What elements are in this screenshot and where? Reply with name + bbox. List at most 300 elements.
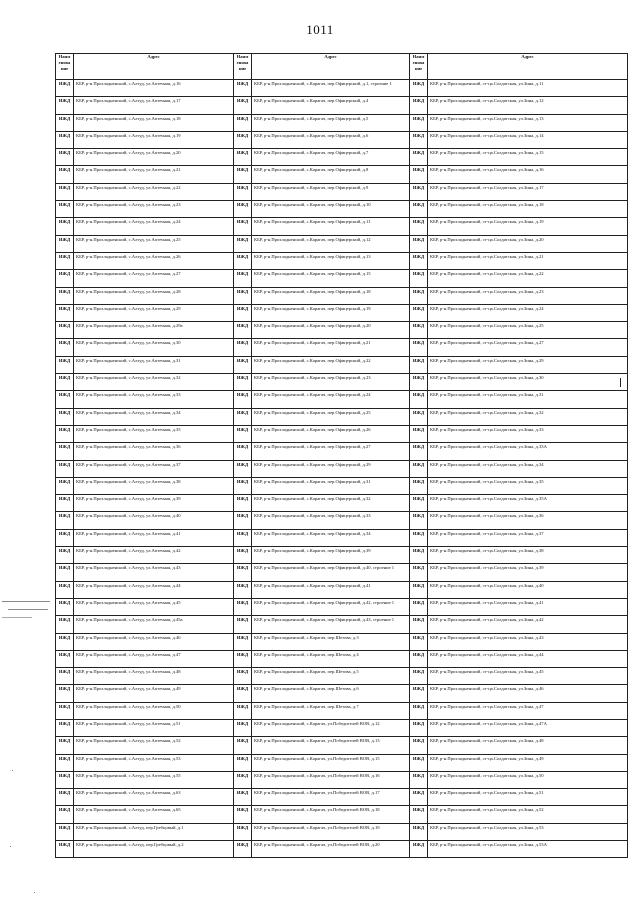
scan-mark: [2, 601, 50, 602]
address-cell: КБР, р-н.Прохладненский, с.Карагач, пер.Офицерский, д.12: [252, 235, 410, 252]
object-type-cell: ИЖД: [234, 806, 252, 823]
object-type-cell: ИЖД: [410, 771, 428, 788]
table-row: [56, 737, 628, 754]
address-cell: КБР, р-н.Прохладненский, с.Алтуд, ул.Аптечная, д.27: [74, 270, 234, 287]
table-row: [56, 547, 628, 564]
object-type-cell: ИЖД: [56, 529, 74, 546]
table-row: [56, 719, 628, 736]
address-cell: КБР, р-н.Прохладненский, с.Алтуд, ул.Аптечная, д.42: [74, 547, 234, 564]
address-cell: КБР, р-н.Прохладненский, с.Алтуд, ул.Аптечная, д.31: [74, 356, 234, 373]
address-cell: КБР, р-н.Прохладненский, ст-ца.Солдатская, ул.Зина, д.50: [428, 771, 628, 788]
object-type-cell: ИЖД: [410, 166, 428, 183]
object-type-cell: ИЖД: [56, 806, 74, 823]
object-type-cell: ИЖД: [410, 547, 428, 564]
table-row: [56, 806, 628, 823]
type-column-header: Наим енова ние: [410, 54, 428, 80]
address-cell: КБР, р-н.Прохладненский, с.Карагач, пер.Шетова, д.6: [252, 685, 410, 702]
object-type-cell: ИЖД: [56, 356, 74, 373]
address-cell: КБР, р-н.Прохладненский, с.Алтуд, ул.Аптечная, д.43: [74, 564, 234, 581]
address-cell: КБР, р-н.Прохладненский, с.Алтуд, ул.Аптечная, д.32: [74, 374, 234, 391]
address-cell: КБР, р-н.Прохладненский, с.Алтуд, ул.Аптечная, д.65: [74, 806, 234, 823]
table-header: [56, 54, 628, 80]
address-cell: КБР, р-н.Прохладненский, ст-ца.Солдатская, ул.Зина, д.53: [428, 823, 628, 840]
scan-mark: [2, 617, 32, 618]
address-cell: КБР, р-н.Прохладненский, с.Алтуд, ул.Аптечная, д.22: [74, 183, 234, 200]
address-cell: КБР, р-н.Прохладненский, с.Карагач, ул.Победителей ВОВ, д.18: [252, 806, 410, 823]
object-type-cell: ИЖД: [56, 339, 74, 356]
object-type-cell: ИЖД: [410, 529, 428, 546]
table-row: [56, 477, 628, 494]
address-cell: КБР, р-н.Прохладненский, ст-ца.Солдатская, ул.Зина, д.37: [428, 529, 628, 546]
table-row: [56, 581, 628, 598]
object-type-cell: ИЖД: [410, 719, 428, 736]
object-type-cell: ИЖД: [410, 425, 428, 442]
object-type-cell: ИЖД: [234, 547, 252, 564]
address-cell: КБР, р-н.Прохладненский, с.Алтуд, ул.Аптечная, д.55: [74, 771, 234, 788]
address-cell: КБР, р-н.Прохладненский, с.Алтуд, ул.Аптечная, д.38: [74, 477, 234, 494]
address-cell: КБР, р-н.Прохладненский, ст-ца.Солдатская, ул.Зина, д.31: [428, 391, 628, 408]
table-row: [56, 564, 628, 581]
address-cell: КБР, р-н.Прохладненский, с.Карагач, пер.Офицерский, д.39: [252, 547, 410, 564]
object-type-cell: ИЖД: [56, 131, 74, 148]
object-type-cell: ИЖД: [56, 771, 74, 788]
address-cell: КБР, р-н.Прохладненский, ст-ца.Солдатская, ул.Зина, д.51: [428, 789, 628, 806]
object-type-cell: ИЖД: [234, 477, 252, 494]
address-cell: КБР, р-н.Прохладненский, ст-ца.Солдатская, ул.Зина, д.15: [428, 149, 628, 166]
address-cell: КБР, р-н.Прохладненский, с.Карагач, пер.Офицерский, д.25: [252, 408, 410, 425]
address-cell: КБР, р-н.Прохладненский, с.Алтуд, ул.Аптечная, д.34: [74, 408, 234, 425]
address-cell: КБР, р-н.Прохладненский, с.Карагач, пер.Офицерский, д.18: [252, 287, 410, 304]
object-type-cell: ИЖД: [56, 841, 74, 858]
object-type-cell: ИЖД: [56, 547, 74, 564]
table-row: [56, 183, 628, 200]
table-row: [56, 218, 628, 235]
table-row: [56, 443, 628, 460]
address-cell: КБР, р-н.Прохладненский, с.Карагач, пер.Офицерский, д.40, строение 1: [252, 564, 410, 581]
object-type-cell: ИЖД: [56, 201, 74, 218]
object-type-cell: ИЖД: [56, 495, 74, 512]
table-row: [56, 841, 628, 858]
address-column-header: Адрес: [428, 54, 628, 80]
address-cell: КБР, р-н.Прохладненский, с.Карагач, пер.Офицерский, д.42, строение 1: [252, 598, 410, 615]
address-cell: КБР, р-н.Прохладненский, ст-ца.Солдатская, ул.Зина, д.53А: [428, 841, 628, 858]
address-register-table: [55, 53, 628, 858]
address-cell: КБР, р-н.Прохладненский, с.Карагач, пер.Офицерский, д.15: [252, 270, 410, 287]
address-cell: КБР, р-н.Прохладненский, ст-ца.Солдатская, ул.Зина, д.25: [428, 322, 628, 339]
address-cell: КБР, р-н.Прохладненский, ст-ца.Солдатская, ул.Зина, д.17: [428, 183, 628, 200]
address-cell: КБР, р-н.Прохладненский, с.Карагач, ул.Победителей ВОВ, д.15: [252, 754, 410, 771]
object-type-cell: ИЖД: [56, 823, 74, 840]
table-row: [56, 702, 628, 719]
address-cell: КБР, р-н.Прохладненский, с.Карагач, пер.Офицерский, д.11: [252, 218, 410, 235]
object-type-cell: ИЖД: [56, 80, 74, 97]
address-cell: КБР, р-н.Прохладненский, ст-ца.Солдатская, ул.Зина, д.11: [428, 80, 628, 97]
object-type-cell: ИЖД: [56, 702, 74, 719]
address-cell: КБР, р-н.Прохладненский, с.Алтуд, ул.Аптечная, д.17: [74, 97, 234, 114]
object-type-cell: ИЖД: [410, 374, 428, 391]
object-type-cell: ИЖД: [410, 754, 428, 771]
object-type-cell: ИЖД: [56, 166, 74, 183]
address-cell: КБР, р-н.Прохладненский, с.Алтуд, ул.Аптечная, д.30: [74, 339, 234, 356]
object-type-cell: ИЖД: [410, 477, 428, 494]
object-type-cell: ИЖД: [56, 616, 74, 633]
object-type-cell: ИЖД: [410, 356, 428, 373]
object-type-cell: ИЖД: [234, 512, 252, 529]
address-cell: КБР, р-н.Прохладненский, ст-ца.Солдатская, ул.Зина, д.18: [428, 201, 628, 218]
address-cell: КБР, р-н.Прохладненский, с.Алтуд, ул.Аптечная, д.29: [74, 304, 234, 321]
table-row: [56, 529, 628, 546]
address-cell: КБР, р-н.Прохладненский, с.Алтуд, ул.Аптечная, д.41: [74, 529, 234, 546]
object-type-cell: ИЖД: [234, 183, 252, 200]
address-cell: КБР, р-н.Прохладненский, с.Карагач, ул.Победителей ВОВ, д.17: [252, 789, 410, 806]
object-type-cell: ИЖД: [410, 737, 428, 754]
address-cell: КБР, р-н.Прохладненский, с.Алтуд, ул.Аптечная, д.63: [74, 789, 234, 806]
object-type-cell: ИЖД: [234, 425, 252, 442]
table-row: [56, 149, 628, 166]
address-cell: КБР, р-н.Прохладненский, ст-ца.Солдатская, ул.Зина, д.40: [428, 581, 628, 598]
object-type-cell: ИЖД: [234, 97, 252, 114]
table-row: [56, 97, 628, 114]
table-row: [56, 287, 628, 304]
address-cell: КБР, р-н.Прохладненский, с.Алтуд, ул.Аптечная, д.45а: [74, 616, 234, 633]
address-cell: КБР, р-н.Прохладненский, с.Карагач, пер.Офицерский, д.33: [252, 512, 410, 529]
address-cell: КБР, р-н.Прохладненский, с.Алтуд, ул.Аптечная, д.24: [74, 218, 234, 235]
address-cell: КБР, р-н.Прохладненский, ст-ца.Солдатская, ул.Зина, д.47: [428, 702, 628, 719]
object-type-cell: ИЖД: [410, 408, 428, 425]
address-cell: КБР, р-н.Прохладненский, ст-ца.Солдатская, ул.Зина, д.33: [428, 425, 628, 442]
object-type-cell: ИЖД: [410, 270, 428, 287]
address-cell: КБР, р-н.Прохладненский, с.Карагач, пер.Офицерский, д.27: [252, 443, 410, 460]
table-row: [56, 80, 628, 97]
scan-speck: [10, 846, 11, 847]
object-type-cell: ИЖД: [234, 823, 252, 840]
object-type-cell: ИЖД: [410, 495, 428, 512]
address-cell: КБР, р-н.Прохладненский, с.Алтуд, ул.Аптечная, д.35: [74, 425, 234, 442]
object-type-cell: ИЖД: [234, 131, 252, 148]
address-cell: КБР, р-н.Прохладненский, с.Карагач, пер.Офицерский, д.6: [252, 131, 410, 148]
address-cell: КБР, р-н.Прохладненский, ст-ца.Солдатская, ул.Зина, д.45: [428, 668, 628, 685]
object-type-cell: ИЖД: [56, 322, 74, 339]
address-column-header: Адрес: [74, 54, 234, 80]
address-cell: КБР, р-н.Прохладненский, ст-ца.Солдатская, ул.Зина, д.41: [428, 598, 628, 615]
table-row: [56, 789, 628, 806]
object-type-cell: ИЖД: [234, 339, 252, 356]
table-row: [56, 668, 628, 685]
object-type-cell: ИЖД: [234, 564, 252, 581]
object-type-cell: ИЖД: [410, 183, 428, 200]
address-cell: КБР, р-н.Прохладненский, ст-ца.Солдатская, ул.Зина, д.27: [428, 339, 628, 356]
object-type-cell: ИЖД: [234, 789, 252, 806]
address-cell: КБР, р-н.Прохладненский, с.Алтуд, ул.Аптечная, д.33: [74, 391, 234, 408]
object-type-cell: ИЖД: [56, 425, 74, 442]
table-row: [56, 166, 628, 183]
object-type-cell: ИЖД: [410, 806, 428, 823]
table-row: [56, 339, 628, 356]
address-cell: КБР, р-н.Прохладненский, с.Карагач, пер.Офицерский, д.22: [252, 356, 410, 373]
address-cell: КБР, р-н.Прохладненский, с.Алтуд, ул.Аптечная, д.26: [74, 252, 234, 269]
address-cell: КБР, р-н.Прохладненский, ст-ца.Солдатская, ул.Зина, д.13: [428, 114, 628, 131]
table-row: [56, 408, 628, 425]
object-type-cell: ИЖД: [410, 789, 428, 806]
table-row: [56, 114, 628, 131]
address-cell: КБР, р-н Прохладненский, с.Алтуд, ул.Аптечная, д.16: [74, 80, 234, 97]
object-type-cell: ИЖД: [234, 650, 252, 667]
address-cell: КБР, р-н.Прохладненский, с.Карагач, пер.Шетова, д.4: [252, 650, 410, 667]
address-cell: КБР, р-н.Прохладненский, с.Алтуд, ул.Аптечная, д.52: [74, 737, 234, 754]
object-type-cell: ИЖД: [410, 304, 428, 321]
address-cell: КБР, р-н.Прохладненский, с.Карагач, пер.Офицерский, д.29: [252, 460, 410, 477]
address-cell: КБР, р-н.Прохладненский, с.Карагач, пер.Офицерский, д.10: [252, 201, 410, 218]
object-type-cell: ИЖД: [56, 754, 74, 771]
object-type-cell: ИЖД: [410, 668, 428, 685]
object-type-cell: ИЖД: [410, 287, 428, 304]
object-type-cell: ИЖД: [410, 391, 428, 408]
address-cell: КБР, р-н.Прохладненский, ст-ца.Солдатская, ул.Зина, д.12: [428, 97, 628, 114]
table-row: [56, 374, 628, 391]
address-cell: КБР, р-н.Прохладненский, с.Алтуд, ул.Аптечная, д.46: [74, 633, 234, 650]
object-type-cell: ИЖД: [56, 149, 74, 166]
address-cell: КБР, р-н.Прохладненский, с.Алтуд, ул.Аптечная, д.49: [74, 685, 234, 702]
object-type-cell: ИЖД: [410, 114, 428, 131]
object-type-cell: ИЖД: [234, 287, 252, 304]
object-type-cell: ИЖД: [234, 581, 252, 598]
object-type-cell: ИЖД: [234, 374, 252, 391]
type-column-header: Наим енова ние: [234, 54, 252, 80]
address-cell: КБР, р-н.Прохладненский, с.Карагач, пер.Офицерский, д.34: [252, 529, 410, 546]
table-row: [56, 495, 628, 512]
object-type-cell: ИЖД: [410, 252, 428, 269]
address-cell: КБР, р-н.Прохладненский, с.Алтуд, ул.Аптечная, д.39: [74, 495, 234, 512]
table-row: [56, 460, 628, 477]
object-type-cell: ИЖД: [410, 702, 428, 719]
table-row: [56, 356, 628, 373]
object-type-cell: ИЖД: [56, 564, 74, 581]
object-type-cell: ИЖД: [56, 97, 74, 114]
object-type-cell: ИЖД: [234, 771, 252, 788]
scan-mark: [8, 609, 48, 610]
object-type-cell: ИЖД: [234, 633, 252, 650]
object-type-cell: ИЖД: [56, 477, 74, 494]
object-type-cell: ИЖД: [234, 235, 252, 252]
object-type-cell: ИЖД: [56, 512, 74, 529]
object-type-cell: ИЖД: [234, 201, 252, 218]
object-type-cell: ИЖД: [56, 719, 74, 736]
address-cell: КБР, р-н.Прохладненский, с.Алтуд, ул.Аптечная, д.37: [74, 460, 234, 477]
object-type-cell: ИЖД: [234, 252, 252, 269]
address-cell: КБР, р-н.Прохладненский, ст-ца.Солдатская, ул.Зина, д.33А: [428, 443, 628, 460]
address-cell: КБР, р-н.Прохладненский, с.Алтуд, пер.Гребцовый, д.2: [74, 841, 234, 858]
object-type-cell: ИЖД: [234, 391, 252, 408]
table-row: [56, 754, 628, 771]
object-type-cell: ИЖД: [56, 633, 74, 650]
address-cell: КБР, р-н.Прохладненский, с.Карагач, ул.Победителей ВОВ, д.20: [252, 841, 410, 858]
address-cell: КБР, р-н.Прохладненский, с.Карагач, ул.Победителей ВОВ, д.19: [252, 823, 410, 840]
address-cell: КБР, р-н.Прохладненский, с.Алтуд, ул.Аптечная, д.23: [74, 201, 234, 218]
address-column-header: Адрес: [252, 54, 410, 80]
address-cell: КБР, р-н.Прохладненский, ст-ца.Солдатская, ул.Зина, д.52: [428, 806, 628, 823]
object-type-cell: ИЖД: [410, 443, 428, 460]
address-cell: КБР, р-н.Прохладненский, ст-ца.Солдатская, ул.Зина, д.36: [428, 512, 628, 529]
object-type-cell: ИЖД: [410, 460, 428, 477]
address-cell: КБР, р-н.Прохладненский, с.Алтуд, пер.Гребцовый, д.1: [74, 823, 234, 840]
type-column-header: Наим енова ние: [56, 54, 74, 80]
address-cell: КБР, р-н.Прохладненский, ст-ца.Солдатская, ул.Зина, д.24: [428, 304, 628, 321]
address-cell: КБР, р-н.Прохладненский, с.Карагач, пер.Офицерский, д.24: [252, 391, 410, 408]
table-row: [56, 598, 628, 615]
table-row: [56, 425, 628, 442]
object-type-cell: ИЖД: [234, 754, 252, 771]
object-type-cell: ИЖД: [56, 252, 74, 269]
table-body: [56, 80, 628, 858]
address-cell: КБР, р-н.Прохладненский, с.Карагач, пер.Офицерский, д.13: [252, 252, 410, 269]
object-type-cell: ИЖД: [56, 218, 74, 235]
object-type-cell: ИЖД: [410, 149, 428, 166]
address-cell: КБР, р-н.Прохладненский, с.Алтуд, ул.Аптечная, д.29а: [74, 322, 234, 339]
object-type-cell: ИЖД: [56, 581, 74, 598]
object-type-cell: ИЖД: [234, 737, 252, 754]
object-type-cell: ИЖД: [56, 304, 74, 321]
object-type-cell: ИЖД: [410, 616, 428, 633]
address-cell: КБР, р-н.Прохладненский, с.Алтуд, ул.Аптечная, д.50: [74, 702, 234, 719]
object-type-cell: ИЖД: [410, 97, 428, 114]
address-cell: КБР, р-н.Прохладненский, с.Карагач, пер.Офицерский, д.32: [252, 495, 410, 512]
object-type-cell: ИЖД: [56, 287, 74, 304]
object-type-cell: ИЖД: [234, 322, 252, 339]
address-cell: КБР, р-н.Прохладненский, с.Карагач, пер.Офицерский, д.8: [252, 166, 410, 183]
table-row: [56, 322, 628, 339]
object-type-cell: ИЖД: [234, 495, 252, 512]
object-type-cell: ИЖД: [56, 183, 74, 200]
table-row: [56, 391, 628, 408]
object-type-cell: ИЖД: [234, 304, 252, 321]
object-type-cell: ИЖД: [234, 841, 252, 858]
scan-speck: [12, 770, 13, 771]
object-type-cell: ИЖД: [234, 719, 252, 736]
address-cell: КБР, р-н.Прохладненский, ст-ца.Солдатская, ул.Зина, д.35: [428, 477, 628, 494]
object-type-cell: ИЖД: [56, 114, 74, 131]
object-type-cell: ИЖД: [410, 339, 428, 356]
address-cell: КБР, р-н.Прохладненский, ст-ца.Солдатская, ул.Зина, д.38: [428, 547, 628, 564]
object-type-cell: ИЖД: [56, 668, 74, 685]
address-cell: КБР, р-н.Прохладненский, с.Карагач, пер.Офицерский, д.9: [252, 183, 410, 200]
address-cell: КБР, р-н.Прохладненский, с.Карагач, пер.Офицерский, д.1, строение 1: [252, 80, 410, 97]
address-cell: КБР, р-н.Прохладненский, с.Карагач, пер.Офицерский, д.26: [252, 425, 410, 442]
address-cell: КБР, р-н.Прохладненский, с.Карагач, ул.Победителей ВОВ, д.12: [252, 719, 410, 736]
address-cell: КБР, р-н.Прохладненский, ст-ца.Солдатская, ул.Зина, д.39: [428, 564, 628, 581]
address-cell: КБР, р-н.Прохладненский, ст-ца.Солдатская, ул.Зина, д.35А: [428, 495, 628, 512]
object-type-cell: ИЖД: [234, 460, 252, 477]
object-type-cell: ИЖД: [234, 702, 252, 719]
table-row: [56, 201, 628, 218]
table-row: [56, 650, 628, 667]
address-cell: КБР, р-н.Прохладненский, ст-ца.Солдатская, ул.Зина, д.22: [428, 270, 628, 287]
address-cell: КБР, р-н.Прохладненский, ст-ца.Солдатская, ул.Зина, д.49: [428, 754, 628, 771]
address-cell: КБР, р-н.Прохладненский, с.Алтуд, ул.Аптечная, д.20: [74, 149, 234, 166]
address-cell: КБР, р-н.Прохладненский, ст-ца.Солдатская, ул.Зина, д.16: [428, 166, 628, 183]
object-type-cell: ИЖД: [234, 166, 252, 183]
table-row: [56, 131, 628, 148]
address-cell: КБР, р-н.Прохладненский, ст-ца.Солдатская, ул.Зина, д.23: [428, 287, 628, 304]
address-cell: КБР, р-н.Прохладненский, с.Карагач, пер.Офицерский, д.43, строение 1: [252, 616, 410, 633]
scan-speck: [34, 892, 35, 893]
address-cell: КБР, р-н.Прохладненский, ст-ца.Солдатская, ул.Зина, д.42: [428, 616, 628, 633]
object-type-cell: ИЖД: [56, 789, 74, 806]
object-type-cell: ИЖД: [56, 408, 74, 425]
address-cell: КБР, р-н.Прохладненский, ст-ца.Солдатская, ул.Зина, д.44: [428, 650, 628, 667]
object-type-cell: ИЖД: [56, 598, 74, 615]
address-cell: КБР, р-н.Прохладненский, с.Карагач, пер.Офицерский, д.23: [252, 374, 410, 391]
address-cell: КБР, р-н.Прохладненский, ст-ца.Солдатская, ул.Зина, д.29: [428, 356, 628, 373]
object-type-cell: ИЖД: [56, 374, 74, 391]
object-type-cell: ИЖД: [410, 598, 428, 615]
address-cell: КБР, р-н.Прохладненский, ст-ца.Солдатская, ул.Зина, д.48: [428, 737, 628, 754]
object-type-cell: ИЖД: [410, 512, 428, 529]
table-row: [56, 771, 628, 788]
object-type-cell: ИЖД: [410, 322, 428, 339]
table-row: [56, 270, 628, 287]
object-type-cell: ИЖД: [410, 564, 428, 581]
address-cell: КБР, р-н.Прохладненский, с.Карагач, пер.Шетова, д.3: [252, 633, 410, 650]
object-type-cell: ИЖД: [234, 668, 252, 685]
table-row: [56, 512, 628, 529]
object-type-cell: ИЖД: [56, 737, 74, 754]
object-type-cell: ИЖД: [410, 650, 428, 667]
object-type-cell: ИЖД: [234, 218, 252, 235]
address-cell: КБР, р-н.Прохладненский, с.Алтуд, ул.Аптечная, д.51: [74, 719, 234, 736]
address-cell: КБР, р-н.Прохладненский, ст-ца.Солдатская, ул.Зина, д.46: [428, 685, 628, 702]
table-row: [56, 252, 628, 269]
address-cell: КБР, р-н.Прохладненский, с.Алтуд, ул.Аптечная, д.18: [74, 114, 234, 131]
address-cell: КБР, р-н.Прохладненский, с.Карагач, пер.Офицерский, д.41: [252, 581, 410, 598]
address-cell: КБР, р-н.Прохладненский, с.Алтуд, ул.Аптечная, д.21: [74, 166, 234, 183]
object-type-cell: ИЖД: [410, 581, 428, 598]
object-type-cell: ИЖД: [234, 149, 252, 166]
object-type-cell: ИЖД: [410, 633, 428, 650]
address-cell: КБР, р-н.Прохладненский, с.Алтуд, ул.Аптечная, д.44: [74, 581, 234, 598]
object-type-cell: ИЖД: [410, 823, 428, 840]
table-row: [56, 823, 628, 840]
object-type-cell: ИЖД: [56, 270, 74, 287]
address-cell: КБР, р-н.Прохладненский, с.Карагач, пер.Шетова, д.7: [252, 702, 410, 719]
address-cell: КБР, р-н.Прохладненский, с.Алтуд, ул.Аптечная, д.19: [74, 131, 234, 148]
address-cell: КБР, р-н.Прохладненский, ст-ца.Солдатская, ул.Зина, д.20: [428, 235, 628, 252]
table-row: [56, 304, 628, 321]
object-type-cell: ИЖД: [234, 114, 252, 131]
object-type-cell: ИЖД: [56, 391, 74, 408]
address-cell: КБР, р-н.Прохладненский, ст-ца.Солдатская, ул.Зина, д.21: [428, 252, 628, 269]
table-row: [56, 685, 628, 702]
address-cell: КБР, р-н.Прохладненский, с.Карагач, пер.Офицерский, д.31: [252, 477, 410, 494]
object-type-cell: ИЖД: [56, 443, 74, 460]
object-type-cell: ИЖД: [234, 80, 252, 97]
object-type-cell: ИЖД: [56, 685, 74, 702]
address-cell: КБР, р-н.Прохладненский, с.Алтуд, ул.Аптечная, д.48: [74, 668, 234, 685]
object-type-cell: ИЖД: [234, 529, 252, 546]
object-type-cell: ИЖД: [410, 235, 428, 252]
object-type-cell: ИЖД: [410, 685, 428, 702]
object-type-cell: ИЖД: [234, 270, 252, 287]
object-type-cell: ИЖД: [410, 841, 428, 858]
object-type-cell: ИЖД: [234, 598, 252, 615]
address-cell: КБР, р-н.Прохладненский, с.Алтуд, ул.Аптечная, д.47: [74, 650, 234, 667]
object-type-cell: ИЖД: [234, 616, 252, 633]
address-cell: КБР, р-н.Прохладненский, с.Карагач, пер.Офицерский, д.4: [252, 97, 410, 114]
object-type-cell: ИЖД: [234, 356, 252, 373]
object-type-cell: ИЖД: [234, 408, 252, 425]
table-row: [56, 235, 628, 252]
address-cell: КБР, р-н.Прохладненский, с.Карагач, пер.Офицерский, д.21: [252, 339, 410, 356]
address-cell: КБР, р-н.Прохладненский, с.Алтуд, ул.Аптечная, д.45: [74, 598, 234, 615]
